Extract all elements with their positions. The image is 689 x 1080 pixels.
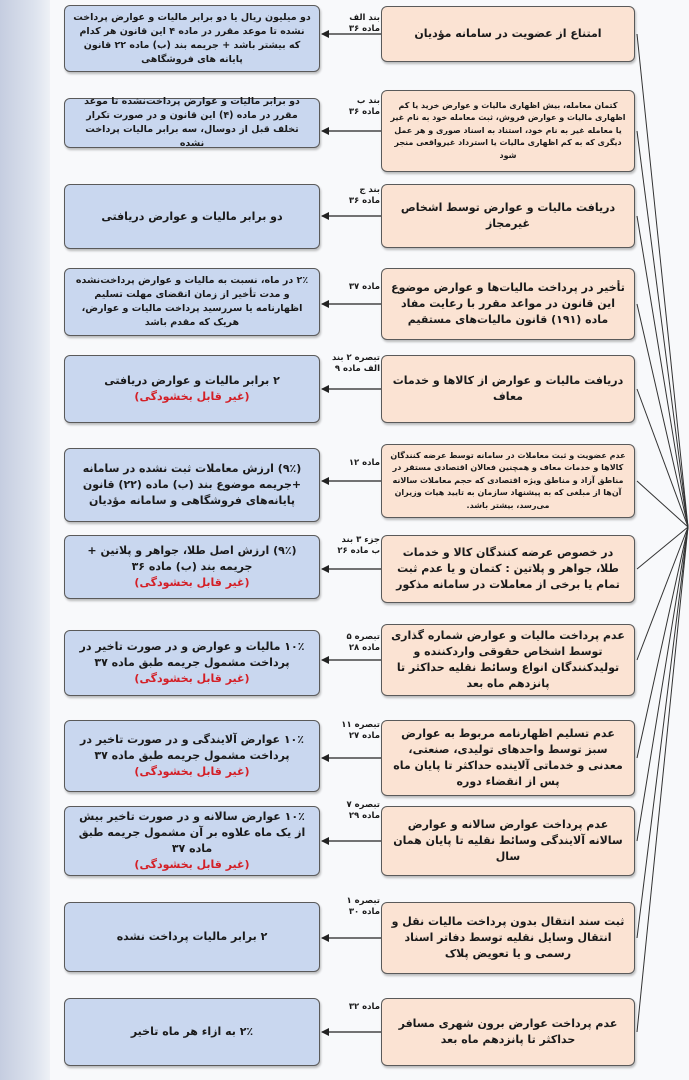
condition-box xyxy=(381,268,635,340)
condition-text: تأخیر در پرداخت مالیات‌ها و عوارض موضوع این قانون در مواعد مقرر با رعایت مفاد ماده (۱۹۱) قانون مالیات‌های مستقیم xyxy=(391,281,625,326)
penalty-text: ۲ برابر مالیات پرداخت نشده xyxy=(116,930,268,943)
penalty-text: دو برابر مالیات و عوارض دریافتی xyxy=(101,209,283,223)
penalty-text: ۱۰٪ عوارض آلایندگی و در صورت تاخیر در پرداخت مشمول جریمه طبق ماده ۳۷ xyxy=(80,733,304,762)
penalty-box xyxy=(64,448,320,522)
penalty-box xyxy=(64,720,320,792)
reference-line: ماده ۳۰ xyxy=(348,907,380,917)
reference-line: تبصره ۷ xyxy=(346,800,380,810)
penalty-box xyxy=(64,355,320,423)
condition-box xyxy=(381,6,635,62)
condition-box xyxy=(381,355,635,423)
reference-line: ماده ۲۹ xyxy=(348,811,380,821)
reference-line: ماده ۲۸ xyxy=(348,643,380,653)
penalty-box xyxy=(64,184,320,249)
reference-line: ماده ۱۲ xyxy=(348,458,380,468)
article-reference xyxy=(324,353,380,375)
penalty-text: (۹٪) ارزش اصل طلا، جواهر و پلاتین + جریمه بند (ب) ماده ۳۶ xyxy=(87,544,297,573)
condition-box xyxy=(381,444,635,518)
article-reference xyxy=(324,185,380,207)
reference-line: ب ماده ۲۶ xyxy=(337,546,380,556)
condition-text: دریافت مالیات و عوارض از کالاها و خدمات معاف xyxy=(392,374,624,403)
penalty-text: ۱۰٪ مالیات و عوارض و در صورت تاخیر در پرداخت مشمول جریمه طبق ماده ۳۷ xyxy=(79,640,305,669)
reference-line: ماده ۳۶ xyxy=(348,24,380,34)
non-forgivable-note: (غیر قابل بخشودگی) xyxy=(134,765,250,778)
non-forgivable-note: (غیر قابل بخشودگی) xyxy=(134,672,250,685)
condition-text: عدم پرداخت عوارض سالانه و عوارض سالانه آلایندگی وسائط نقلیه تا پایان همان سال xyxy=(393,818,623,863)
article-reference xyxy=(324,720,380,742)
condition-box xyxy=(381,720,635,796)
penalty-box xyxy=(64,998,320,1066)
reference-line: ماده ۲۷ xyxy=(348,731,380,741)
reference-line: تبصره ۱ xyxy=(346,896,380,906)
penalty-text: ۲٪ در ماه، نسبت به مالیات و عوارض پرداخت‌نشده و مدت تأخیر از زمان انقضای مهلت تسلیم اظهارنامه یا سررسید پرداخت مالیات و عوارض، هریک که مقدم باشد xyxy=(75,275,309,328)
condition-text: در خصوص عرضه کنندگان کالا و خدمات طلا، جواهر و پلاتین : کتمان و یا عدم ثبت تمام یا برخی از معاملات در سامانه مذکور xyxy=(396,546,620,591)
article-reference xyxy=(324,800,380,822)
reference-line: تبصره ۵ xyxy=(346,632,380,642)
penalty-box xyxy=(64,630,320,696)
article-reference xyxy=(324,535,380,557)
condition-text: امتناع از عضویت در سامانه مؤدیان xyxy=(414,27,602,40)
reference-line: ماده ۳۶ xyxy=(348,107,380,117)
penalty-box xyxy=(64,98,320,148)
non-forgivable-note: (غیر قابل بخشودگی) xyxy=(134,576,250,589)
reference-line: تبصره ۱۱ xyxy=(341,720,380,730)
condition-box xyxy=(381,998,635,1066)
condition-text: عدم پرداخت عوارض برون شهری مسافر حداکثر تا پانزدهم ماه بعد xyxy=(398,1017,618,1046)
article-reference xyxy=(324,896,380,918)
reference-line: ماده ۳۲ xyxy=(348,1002,380,1012)
non-forgivable-note: (غیر قابل بخشودگی) xyxy=(134,390,250,403)
penalty-box xyxy=(64,806,320,876)
penalty-text: دو میلیون ریال یا دو برابر مالیات و عوارض پرداخت نشده تا موعد مقرر در ماده ۴ این قانون هر کدام که بیشتر باشد + جریمه بند (ب) ماده ۲۲ قانون پایانه های فروشگاهی xyxy=(73,11,311,65)
penalty-text: (۹٪) ارزش معاملات ثبت نشده در سامانه +جریمه موضوع بند (ب) ماده (۲۲) قانون پایانه‌های فروشگاهی و سامانه مؤدیان xyxy=(82,462,302,507)
non-forgivable-note: (غیر قابل بخشودگی) xyxy=(134,858,250,871)
article-reference xyxy=(324,96,380,118)
article-reference xyxy=(324,458,380,469)
reference-line: بند ب xyxy=(356,96,380,106)
penalty-text: ۲ برابر مالیات و عوارض دریافتی xyxy=(104,374,280,387)
penalty-box xyxy=(64,902,320,972)
condition-text: عدم پرداخت مالیات و عوارض شماره گذاری توسط اشخاص حقوقی واردکننده و تولیدکنندگان انواع وسائط نقلیه حداکثر تا پانزدهم ماه بعد xyxy=(391,629,625,690)
reference-line: بند الف xyxy=(349,13,380,23)
condition-box xyxy=(381,806,635,876)
reference-line: ماده ۳۷ xyxy=(348,282,380,292)
condition-text: عدم تسلیم اظهارنامه مربوط به عوارض سبز توسط واحدهای تولیدی، صنعتی، معدنی و خدماتی آلاینده حداکثر تا پایان ماه پس از انقضاء دوره xyxy=(393,727,623,788)
condition-text: ثبت سند انتقال بدون پرداخت مالیات نقل و انتقال وسایل نقلیه توسط دفاتر اسناد رسمی و یا تعویض پلاک xyxy=(391,915,625,960)
reference-line: بند ج xyxy=(359,185,380,195)
reference-line: تبصره ۲ بند xyxy=(331,353,380,363)
article-reference xyxy=(324,282,380,293)
penalty-text: دو برابر مالیات و عوارض پرداخت‌نشده تا موعد مقرر در ماده (۴) این قانون و در صورت تکرار تخلف قبل از دوسال، سه برابر مالیات پرداخت نشده xyxy=(84,96,300,149)
reference-line: ماده ۳۶ xyxy=(348,196,380,206)
penalty-text: ۱۰٪ عوارض سالانه و در صورت تاخیر بیش از یک ماه علاوه بر آن مشمول جریمه طبق ماده ۳۷ xyxy=(78,810,306,855)
condition-text: دریافت مالیات و عوارض توسط اشخاص غیرمجاز xyxy=(400,201,616,230)
article-reference xyxy=(324,632,380,654)
condition-box xyxy=(381,184,635,248)
condition-text: کتمان معامله، بیش اظهاری مالیات و عوارض خرید یا کم اظهاری مالیات و عوارض فروش، ثبت معامله خود به نام غیر یا معامله غیر به نام خود، استناد به اسناد صوری و هر عمل دیگری که به کم اظهاری مالیات یا استرداد غیرواقعی منجر شود xyxy=(390,100,626,160)
penalty-box xyxy=(64,268,320,336)
reference-line: جزء ۳ بند xyxy=(341,535,380,545)
condition-text: عدم عضویت و ثبت معاملات در سامانه توسط عرضه کنندگان کالاها و خدمات معاف و همچنین فعالان اقتصادی مستقر در مناطق آزاد و مناطق ویژه اقتصادی که حجم معاملات سالانه آن‌ها از مبلغی که به پیشنهاد سازمان به تایید هیات وزیران می‌رسد، بیشتر باشد. xyxy=(390,450,626,510)
condition-box xyxy=(381,90,635,172)
article-reference xyxy=(324,1002,380,1013)
condition-box xyxy=(381,902,635,974)
condition-box xyxy=(381,535,635,603)
penalty-text: ۲٪ به ازاء هر ماه تاخیر xyxy=(130,1025,254,1038)
left-margin-band xyxy=(0,0,50,1080)
penalty-box xyxy=(64,5,320,72)
article-reference xyxy=(324,13,380,35)
penalty-box xyxy=(64,535,320,599)
condition-box xyxy=(381,624,635,696)
reference-line: الف ماده ۹ xyxy=(334,364,380,374)
